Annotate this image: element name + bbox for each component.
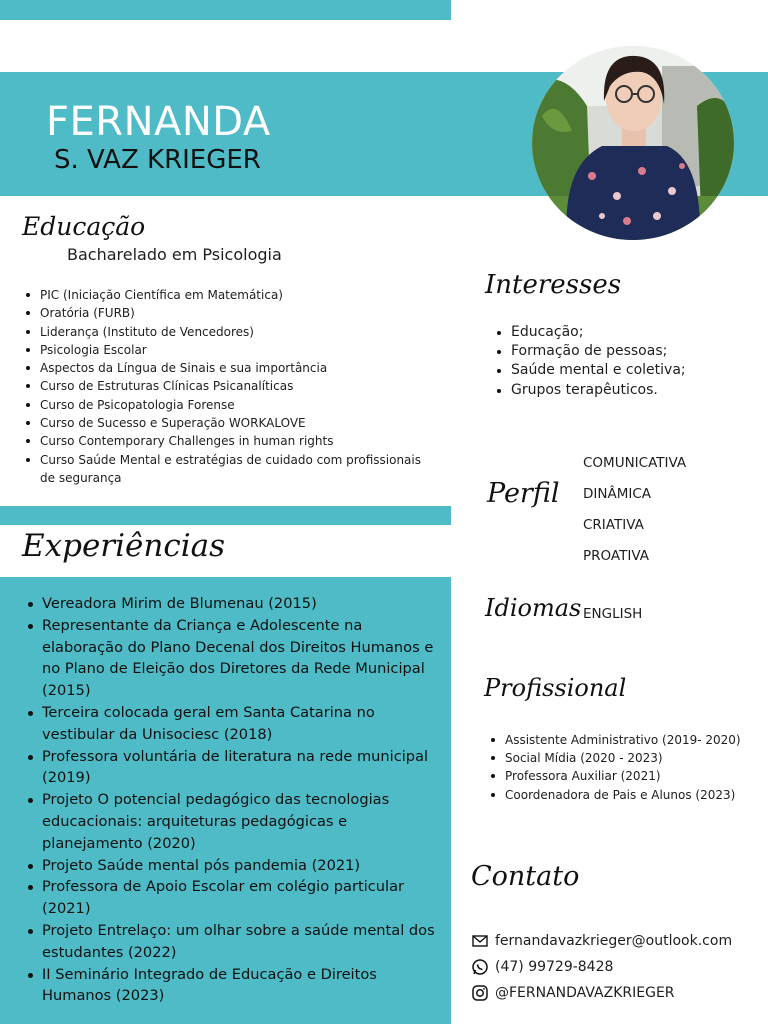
list-item: Projeto O potencial pedagógico das tecnologias educacionais: arquiteturas pedagógicas e planejamento (2020) [26,789,440,854]
list-item: Formação de pessoas; [495,342,686,361]
list-item: Psicologia Escolar [24,341,424,359]
last-name: S. VAZ KRIEGER [54,145,261,175]
list-item: II Seminário Integrado de Educação e Direitos Humanos (2023) [26,964,440,1008]
list-item: Social Mídia (2020 - 2023) [489,749,741,767]
interests-list [495,323,686,400]
instagram-icon [471,984,489,1002]
list-item: Curso Contemporary Challenges in human rights [24,432,424,450]
list-item: Curso de Sucesso e Superação WORKALOVE [24,414,424,432]
list-item: Projeto Saúde mental pós pandemia (2021) [26,855,440,877]
language-value: ENGLISH [583,606,643,622]
profile-photo [532,46,734,240]
experience-heading: Experiências [22,528,226,564]
list-item: PIC (Iniciação Científica em Matemática) [24,286,424,304]
profile-heading: Perfil [487,478,560,509]
contact-email[interactable] [471,932,732,950]
contact-phone[interactable] [471,958,613,976]
list-item: Grupos terapêuticos. [495,381,686,400]
experience-list [26,593,440,1007]
list-item: Curso de Estruturas Clínicas Psicanalíticas [24,377,424,395]
list-item: Liderança (Instituto de Vencedores) [24,323,424,341]
top-accent-bar [0,0,451,20]
list-item: Educação; [495,323,686,342]
list-item: Curso de Psicopatologia Forense [24,396,424,414]
mail-icon [471,932,489,950]
profile-trait: DINÂMICA [583,486,652,502]
interests-heading: Interesses [485,270,622,300]
list-item: Oratória (FURB) [24,304,424,322]
list-item: Projeto Entrelaço: um olhar sobre a saúde mental dos estudantes (2022) [26,920,440,964]
list-item: Saúde mental e coletiva; [495,361,686,380]
experience-band-top [0,506,451,525]
professional-list [489,731,741,804]
contact-heading: Contato [471,861,580,892]
list-item: Professora de Apoio Escolar em colégio particular (2021) [26,876,440,920]
profile-trait: PROATIVA [583,548,649,564]
list-item: Vereadora Mirim de Blumenau (2015) [26,593,440,615]
professional-heading: Profissional [484,674,627,702]
list-item: Representante da Criança e Adolescente na elaboração do Plano Decenal dos Direitos Humanos e no Plano de Eleição dos Diretores da Rede Municipal (2015) [26,615,440,702]
contact-instagram[interactable] [471,984,675,1002]
first-name: FERNANDA [46,99,271,145]
education-degree: Bacharelado em Psicologia [67,245,282,264]
list-item: Terceira colocada geral em Santa Catarina no vestibular da Unisociesc (2018) [26,702,440,746]
list-item: Coordenadora de Pais e Alunos (2023) [489,786,741,804]
email-text: fernandavazkrieger@outlook.com [495,933,733,949]
education-heading: Educação [22,212,146,241]
instagram-text: @FERNANDAVAZKRIEGER [495,985,675,1001]
phone-text: (47) 99729-8428 [495,959,614,975]
list-item: Professora Auxiliar (2021) [489,767,741,785]
whatsapp-icon [471,958,489,976]
list-item: Curso Saúde Mental e estratégias de cuidado com profissionais de segurança [24,451,424,488]
profile-trait: COMUNICATIVA [583,455,687,471]
list-item: Aspectos da Língua de Sinais e sua importância [24,359,424,377]
course-list [24,286,424,487]
profile-trait: CRIATIVA [583,517,644,533]
languages-heading: Idiomas [485,594,582,622]
list-item: Assistente Administrativo (2019- 2020) [489,731,741,749]
list-item: Professora voluntária de literatura na rede municipal (2019) [26,746,440,790]
